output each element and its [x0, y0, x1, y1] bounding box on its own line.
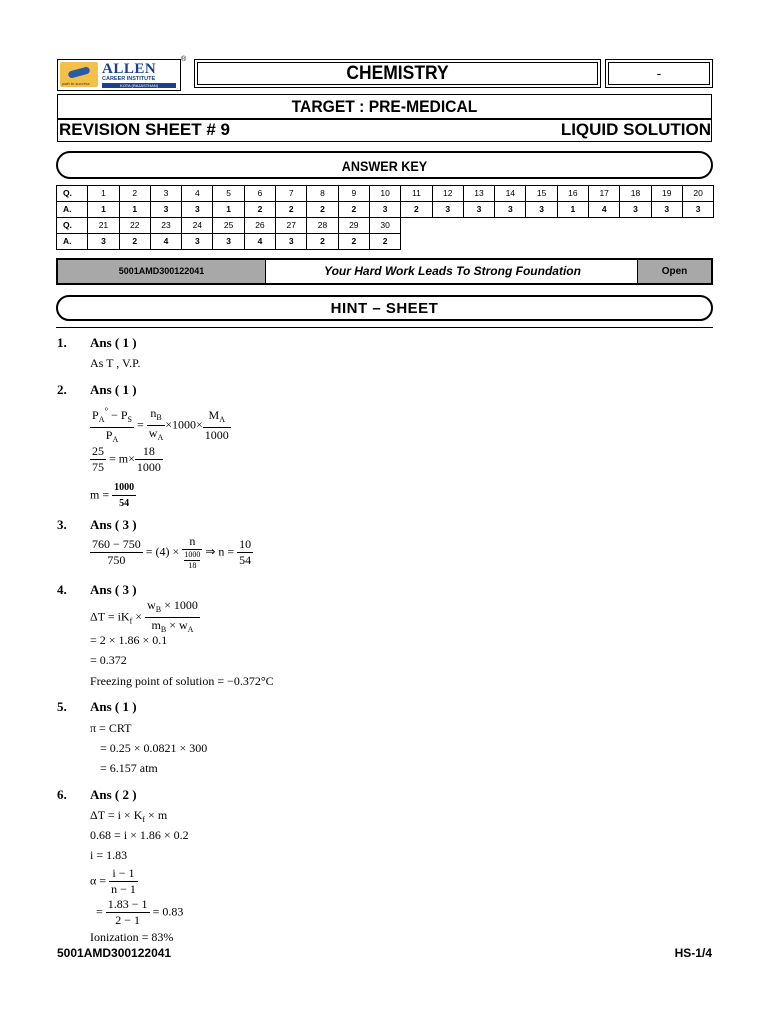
target-title: TARGET : PRE-MEDICAL — [291, 97, 478, 116]
q-cell: 20 — [682, 186, 713, 202]
q6-answer: Ans ( 2 ) — [90, 787, 137, 802]
q-cell: 24 — [182, 218, 213, 234]
q-cell: 25 — [213, 218, 244, 234]
motto-banner — [56, 258, 713, 285]
table-row — [57, 202, 714, 218]
a-cell: 3 — [150, 202, 181, 218]
a-cell: 4 — [244, 234, 275, 250]
a-cell: 2 — [338, 202, 369, 218]
q-cell: 19 — [651, 186, 682, 202]
hint-sheet-header: HINT – SHEET — [56, 295, 713, 321]
q-cell: 30 — [369, 218, 400, 234]
footer-page: HS-1/4 — [674, 946, 712, 960]
a-cell: 3 — [651, 202, 682, 218]
a-cell: 1 — [213, 202, 244, 218]
q6-formula-value: = $\frac{1.83 - 1}{2 - 1}$ = 0.83 — [96, 897, 184, 927]
q4-number: 4. — [57, 582, 67, 597]
a-cell: 3 — [620, 202, 651, 218]
q4-line-3: = 0.372 — [90, 653, 127, 667]
allen-logo — [57, 59, 181, 91]
q6-formula-alpha: α = $\frac{i - 1}{n - 1}$ — [90, 866, 136, 896]
q3-answer: Ans ( 3 ) — [90, 517, 137, 532]
q1-answer: Ans ( 1 ) — [90, 335, 137, 350]
a-label: A. — [57, 234, 88, 250]
q2-formula-1: $\frac{P_A^\circ - P_S}{P_A}$ = $\frac{n_B}{w_A}$ ×1000× $\frac{M_A}{1000}$ — [92, 406, 229, 444]
q6-line-6: Ionization = 83% — [90, 930, 174, 944]
q-cell: 28 — [307, 218, 338, 234]
revision-title: REVISION SHEET # 9 — [59, 120, 230, 139]
banner-motto: Your Hard Work Leads To Strong Foundation — [324, 264, 581, 278]
q-cell: 10 — [369, 186, 400, 202]
target-box — [57, 94, 712, 119]
q-cell: 1 — [88, 186, 119, 202]
topic-title: LIQUID SOLUTION — [560, 120, 711, 139]
q-cell: 26 — [244, 218, 275, 234]
a-cell: 4 — [589, 202, 620, 218]
q6-line-3: i = 1.83 — [90, 848, 128, 862]
q-cell: 6 — [244, 186, 275, 202]
q2-formula-2: $\frac{25}{75}$ = m× $\frac{18}{1000}$ — [92, 444, 161, 474]
q1-number: 1. — [57, 335, 67, 350]
q-cell: 13 — [463, 186, 494, 202]
q5-line-3: = 6.157 atm — [100, 761, 158, 775]
q2-formula-3: m = $\frac{1000}{54}$ — [90, 482, 135, 509]
registered-mark: ® — [181, 56, 187, 63]
a-cell: 3 — [88, 234, 119, 250]
q-cell: 15 — [526, 186, 557, 202]
code-value: - — [656, 65, 662, 81]
q5-line-1: π = CRT — [90, 721, 132, 735]
answer-key-table — [56, 185, 714, 250]
q4-answer: Ans ( 3 ) — [90, 582, 137, 597]
divider — [56, 327, 713, 328]
q-label: Q. — [57, 186, 88, 202]
q-cell: 16 — [557, 186, 588, 202]
q-cell: 3 — [150, 186, 181, 202]
logo-sub: CAREER INSTITUTE — [102, 76, 156, 82]
q-cell: 2 — [119, 186, 150, 202]
a-cell: 3 — [276, 234, 307, 250]
logo-city: KOTA (RAJASTHAN) — [102, 83, 176, 88]
a-cell: 2 — [369, 234, 400, 250]
answer-key-header: ANSWER KEY — [56, 151, 713, 179]
a-cell: 3 — [369, 202, 400, 218]
a-cell: 2 — [244, 202, 275, 218]
q-label: Q. — [57, 218, 88, 234]
q-cell: 7 — [276, 186, 307, 202]
q1-line: As T , V.P. — [90, 356, 141, 370]
q-cell: 29 — [338, 218, 369, 234]
subject-box — [194, 59, 601, 88]
a-cell: 2 — [401, 202, 432, 218]
table-row — [57, 234, 714, 250]
q-cell: 12 — [432, 186, 463, 202]
a-cell: 3 — [495, 202, 526, 218]
a-cell: 3 — [182, 202, 213, 218]
q-cell: 21 — [88, 218, 119, 234]
q4-line-4: Freezing point of solution = −0.372°C — [90, 674, 274, 688]
q4-formula: $\Delta T = iK_f$ × $\frac{w_B \times 1000}{m_B \times w_A}$ — [90, 598, 198, 634]
a-cell: 3 — [432, 202, 463, 218]
q-cell: 5 — [213, 186, 244, 202]
q3-formula: $\frac{760 - 750}{750}$ = (4) × n 1000 18 ⇒ n = $\frac{10}{54}$ — [92, 534, 252, 570]
q6-line-2: 0.68 = i × 1.86 × 0.2 — [90, 828, 189, 842]
a-cell: 1 — [119, 202, 150, 218]
a-cell: 3 — [682, 202, 713, 218]
a-cell: 3 — [526, 202, 557, 218]
a-cell: 1 — [557, 202, 588, 218]
q-cell: 18 — [620, 186, 651, 202]
a-label: A. — [57, 202, 88, 218]
q4-line-2: = 2 × 1.86 × 0.1 — [90, 633, 168, 647]
q2-answer: Ans ( 1 ) — [90, 382, 137, 397]
banner-status: Open — [637, 260, 711, 283]
code-box — [605, 59, 713, 88]
q-cell: 17 — [589, 186, 620, 202]
a-cell: 3 — [463, 202, 494, 218]
a-cell: 3 — [213, 234, 244, 250]
q3-number: 3. — [57, 517, 67, 532]
banner-code: 5001AMD300122041 — [58, 260, 266, 283]
q5-line-2: = 0.25 × 0.0821 × 300 — [100, 741, 208, 755]
a-cell: 1 — [88, 202, 119, 218]
q-cell: 11 — [401, 186, 432, 202]
a-cell: 4 — [150, 234, 181, 250]
logo-brand: ALLEN — [102, 61, 157, 77]
q6-number: 6. — [57, 787, 67, 802]
q-cell: 8 — [307, 186, 338, 202]
q5-number: 5. — [57, 699, 67, 714]
a-cell: 2 — [307, 202, 338, 218]
table-row — [57, 218, 714, 234]
subject-title: CHEMISTRY — [346, 63, 449, 84]
a-cell: 2 — [338, 234, 369, 250]
q-cell: 4 — [182, 186, 213, 202]
a-cell: 2 — [307, 234, 338, 250]
footer-code: 5001AMD300122041 — [57, 946, 172, 960]
q6-line-1: $\Delta T = i \times K_f \times m$ — [90, 808, 168, 824]
q-cell: 27 — [276, 218, 307, 234]
q-cell: 9 — [338, 186, 369, 202]
q-cell: 14 — [495, 186, 526, 202]
q5-answer: Ans ( 1 ) — [90, 699, 137, 714]
a-cell: 2 — [119, 234, 150, 250]
a-cell: 3 — [182, 234, 213, 250]
q-cell: 22 — [119, 218, 150, 234]
q-cell: 23 — [150, 218, 181, 234]
table-row — [57, 186, 714, 202]
a-cell: 2 — [276, 202, 307, 218]
q2-number: 2. — [57, 382, 67, 397]
logo-pen-icon: path to success — [60, 62, 98, 87]
